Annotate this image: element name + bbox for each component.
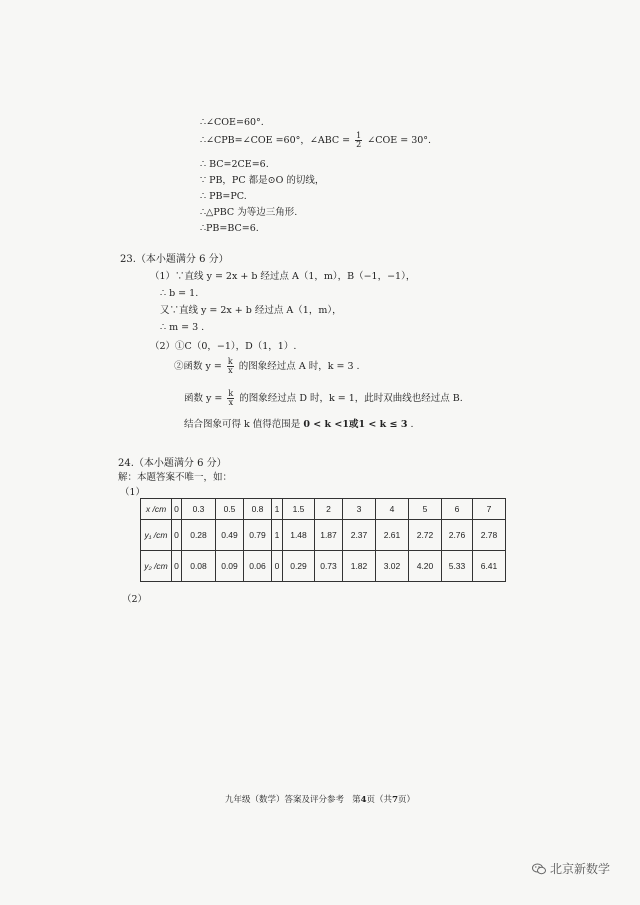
q23-line-5: （2）①C（0，−1），D（1，1）. (150, 341, 297, 352)
wechat-icon (532, 863, 546, 875)
table-cell: 0 (172, 499, 182, 520)
q23-line-8-a: 结合图象可得 k 值得范围是 (184, 419, 301, 430)
q22-line-1: ∴∠COE=60°. (200, 117, 264, 128)
table-cell: 0.08 (182, 551, 216, 582)
q22-line-3: ∴ BC=2CE=6. (200, 159, 269, 170)
table-cell: 0.29 (283, 551, 315, 582)
table-row (141, 520, 506, 551)
values-table (140, 498, 506, 582)
table-cell: 0.79 (244, 520, 272, 551)
fraction-one-half (355, 132, 362, 149)
q22-line-6: ∴△PBC 为等边三角形. (200, 207, 298, 218)
fraction-denominator: x (228, 398, 234, 407)
q22-line-7: ∴PB=BC=6. (200, 223, 259, 234)
table-cell: 2.76 (442, 520, 473, 551)
q23-range-answer: 0 < k <1或1 < k ≤ 3 (303, 419, 408, 430)
table-cell: 0.3 (182, 499, 216, 520)
table-cell: 0 (272, 551, 283, 582)
footer-title: 九年级（数学）答案及评分参考 (224, 795, 344, 805)
fraction-numerator: k (227, 357, 233, 366)
q23-line-6 (174, 358, 360, 375)
footer-page-suffix: 页） (397, 795, 415, 805)
table-cell: 1.48 (283, 520, 315, 551)
q22-line-2-b: ∠COE = 30°. (367, 135, 432, 146)
table-cell: 0.8 (244, 499, 272, 520)
footer-page-mid: 页（共 (366, 795, 393, 805)
table-cell: 2.78 (473, 520, 506, 551)
fraction-numerator: 1 (356, 131, 362, 140)
table-cell: 2 (315, 499, 343, 520)
table-cell: 0 (172, 551, 182, 582)
q22-line-4: ∵ PB，PC 都是⊙O 的切线， (200, 175, 325, 186)
table-cell: 7 (473, 499, 506, 520)
q23-line-6-b: 的图象经过点 A 时，k = 3 . (238, 361, 360, 372)
table-cell: 1.5 (283, 499, 315, 520)
table-cell: 1 (272, 520, 283, 551)
table-cell: 4 (376, 499, 409, 520)
table-cell: 3.02 (376, 551, 409, 582)
table-header-cell: y₂ /cm (141, 551, 172, 582)
q23-line-7-a: 函数 y = (184, 393, 223, 404)
table-cell: 2.72 (409, 520, 442, 551)
table-cell: 0.49 (216, 520, 244, 551)
table-cell: 1 (272, 499, 283, 520)
fraction-denominator: 2 (356, 140, 362, 149)
table-header-cell: x /cm (141, 499, 172, 520)
table-cell: 5.33 (442, 551, 473, 582)
q23-line-6-a: ②函数 y = (174, 361, 222, 372)
q23-line-7-b: 的图象经过点 D 时，k = 1，此时双曲线也经过点 B. (239, 393, 463, 404)
watermark (532, 860, 610, 877)
table-row (141, 499, 506, 520)
q24-title: 24.（本小题满分 6 分） (118, 458, 227, 469)
footer-page-number: 4 (360, 795, 367, 805)
watermark-text: 北京新数学 (549, 862, 610, 876)
table-cell: 2.61 (376, 520, 409, 551)
q23-line-1: （1）∵直线 y = 2x + b 经过点 A（1，m），B（−1，−1）， (150, 271, 416, 282)
table-cell: 5 (409, 499, 442, 520)
table-cell: 0.09 (216, 551, 244, 582)
q23-line-3: 又∵直线 y = 2x + b 经过点 A（1，m）， (160, 305, 342, 316)
footer-page-prefix: 第 (352, 795, 361, 805)
table-cell: 0.73 (315, 551, 343, 582)
fraction-numerator: k (228, 389, 234, 398)
table-header-cell: y₁ /cm (141, 520, 172, 551)
table-cell: 6 (442, 499, 473, 520)
q22-line-2-a: ∴∠CPB=∠COE =60°，∠ABC = (200, 135, 351, 146)
q24-note: 解：本题答案不唯一，如： (118, 472, 233, 483)
fraction-denominator: x (228, 366, 233, 375)
q23-line-8 (184, 420, 414, 430)
table-cell: 4.20 (409, 551, 442, 582)
table-row (141, 551, 506, 582)
q23-line-4: ∴ m = 3 . (160, 322, 205, 333)
page-footer (0, 793, 640, 805)
table-cell: 0.28 (182, 520, 216, 551)
table-cell: 2.37 (343, 520, 376, 551)
table-cell: 0 (172, 520, 182, 551)
table-cell: 0.06 (244, 551, 272, 582)
table-cell: 3 (343, 499, 376, 520)
q22-line-2 (200, 132, 431, 149)
table-cell: 1.82 (343, 551, 376, 582)
q23-line-7 (184, 390, 463, 407)
footer-page-total: 7 (392, 795, 398, 805)
table-cell: 1.87 (315, 520, 343, 551)
table-cell: 0.5 (216, 499, 244, 520)
q24-part-1: （1） (120, 487, 146, 498)
q23-title: 23.（本小题满分 6 分） (120, 254, 229, 265)
q23-line-8-c: . (410, 419, 414, 430)
fraction-k-over-x (227, 358, 234, 375)
q23-line-2: ∴ b = 1. (160, 288, 199, 299)
q22-line-5: ∴ PB=PC. (200, 191, 247, 202)
fraction-k-over-x (227, 390, 234, 407)
q24-part-2: （2） (122, 594, 148, 605)
table-cell: 6.41 (473, 551, 506, 582)
